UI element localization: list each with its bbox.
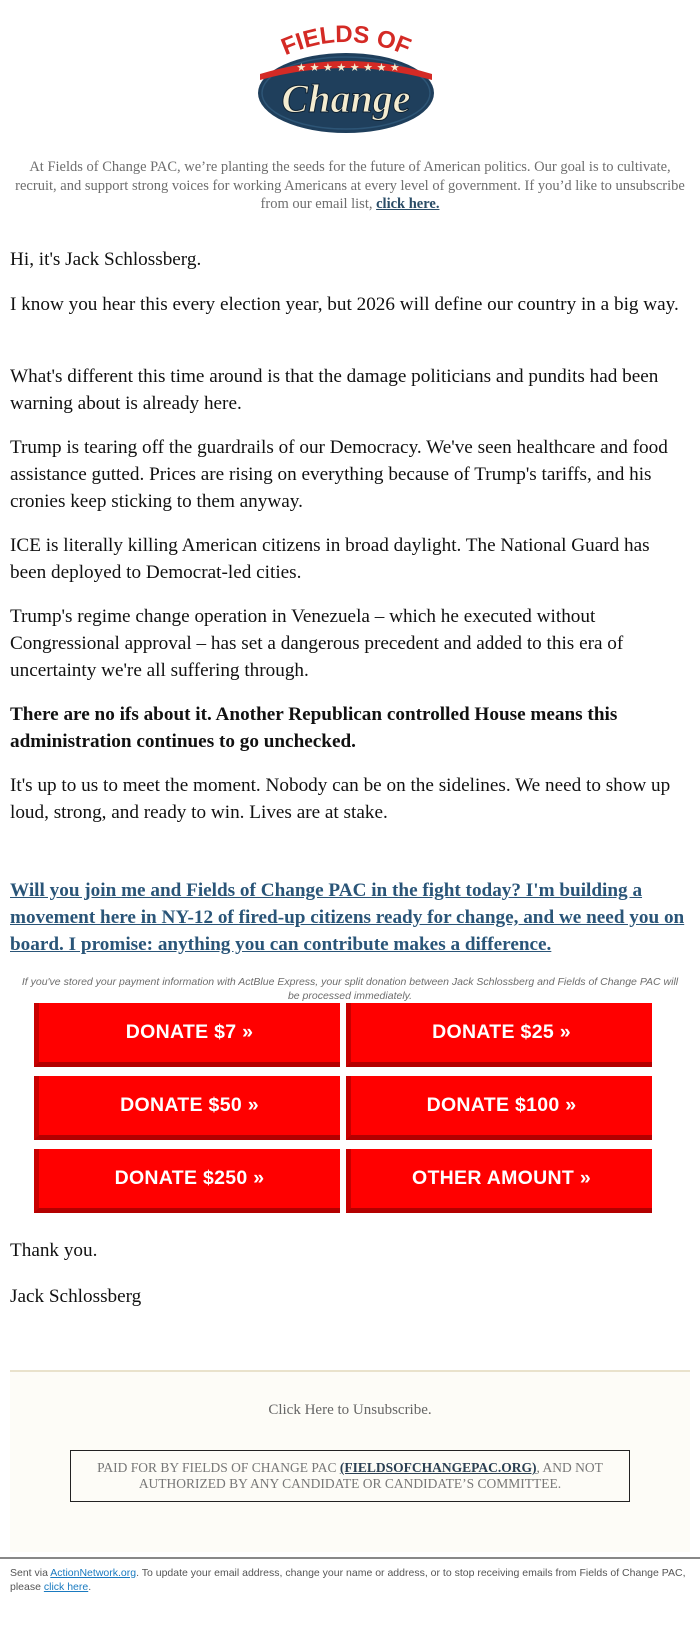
sent-via-notice xyxy=(10,1566,690,1594)
paragraph-guardrails: Trump is tearing off the guardrails of our Democracy. We've seen healthcare and food assistance gutted. Prices are rising on everything because of Trump's tariffs, and his cronies keep sticking to them anyway. xyxy=(10,437,668,512)
donation-ask xyxy=(10,877,690,958)
intro-body: At Fields of Change PAC, we’re planting the seeds for the future of American politics. Our goal is to cultivate, recruit, and support strong voices for working Americans at every level of government. If you’d like to unsubscribe from our email list, xyxy=(15,159,685,212)
logo-change-text: Change xyxy=(281,76,411,121)
paid-for-prefix: PAID FOR BY FIELDS OF CHANGE PAC xyxy=(97,1460,337,1475)
signoff-thanks: Thank you. xyxy=(10,1240,98,1261)
fields-of-change-logo[interactable] xyxy=(248,18,444,134)
paragraph-meet-moment: It's up to us to meet the moment. Nobody can be on the sidelines. We need to show up loud, strong, and ready to win. Lives are at stake. xyxy=(10,775,671,823)
paragraph-ice: ICE is literally killing American citizens in broad daylight. The National Guard has been deployed to Democrat-led cities. xyxy=(10,535,650,583)
paid-for-website-link[interactable]: (FIELDSOFCHANGEPAC.ORG) xyxy=(339,1460,537,1475)
logo-graphic xyxy=(248,18,444,134)
donate-100-button[interactable]: DONATE $100 » xyxy=(346,1076,652,1140)
paragraph-election-year: I know you hear this every election year, but 2026 will define our country in a big way. xyxy=(10,294,679,315)
sent-via-prefix: Sent via xyxy=(10,1567,48,1579)
footer-unsubscribe-link[interactable]: Click Here to Unsubscribe. xyxy=(268,1402,432,1418)
donate-other-amount-button[interactable]: OTHER AMOUNT » xyxy=(346,1149,652,1213)
intro-unsubscribe-link[interactable]: click here. xyxy=(376,196,440,212)
paid-for-disclaimer xyxy=(70,1450,630,1502)
paid-for-suffix: , AND NOT AUTHORIZED BY ANY CANDIDATE OR CANDIDATE’S COMMITTEE. xyxy=(138,1460,603,1491)
logo-title-text: FIELDS OF xyxy=(277,20,415,61)
donate-7-button[interactable]: DONATE $7 » xyxy=(34,1003,340,1067)
action-network-link[interactable]: ActionNetwork.org xyxy=(50,1567,137,1579)
actblue-express-note: If you've stored your payment information with ActBlue Express, your split donation between Jack Schlossberg and Fields of Change PAC will be processed immediately. xyxy=(21,976,679,1002)
sent-via-end: . xyxy=(88,1581,92,1593)
donate-250-button[interactable]: DONATE $250 » xyxy=(34,1149,340,1213)
paragraph-no-ifs: There are no ifs about it. Another Republican controlled House means this administration continues to go unchecked. xyxy=(10,704,618,752)
donation-ask-link[interactable]: Will you join me and Fields of Change PAC in the fight today? I'm building a movement here in NY-12 of fired-up citizens ready for change, and we need you on board. I promise: anything you can contribute makes a difference. xyxy=(10,880,685,955)
paragraph-venezuela: Trump's regime change operation in Venezuela – which he executed without Congressional approval – has set a dangerous precedent and added to this era of uncertainty we're all suffering through. xyxy=(10,606,624,681)
donate-50-button[interactable]: DONATE $50 » xyxy=(34,1076,340,1140)
signoff-name: Jack Schlossberg xyxy=(10,1286,142,1307)
sent-via-middle: . To update your email address, change your name or address, or to stop receiving emails from Fields of Change PAC, please xyxy=(10,1567,686,1593)
manage-subscription-link[interactable]: click here xyxy=(43,1581,89,1593)
donate-25-button[interactable]: DONATE $25 » xyxy=(346,1003,652,1067)
logo-stars: ★ ★ ★ ★ ★ ★ ★ ★ xyxy=(296,61,400,74)
paid-for-text xyxy=(81,1460,619,1492)
greeting: Hi, it's Jack Schlossberg. xyxy=(10,249,202,270)
intro-text xyxy=(10,158,690,214)
paragraph-damage: What's different this time around is that the damage politicians and pundits had been warning about is already here. xyxy=(10,366,659,414)
bottom-divider xyxy=(0,1557,700,1559)
